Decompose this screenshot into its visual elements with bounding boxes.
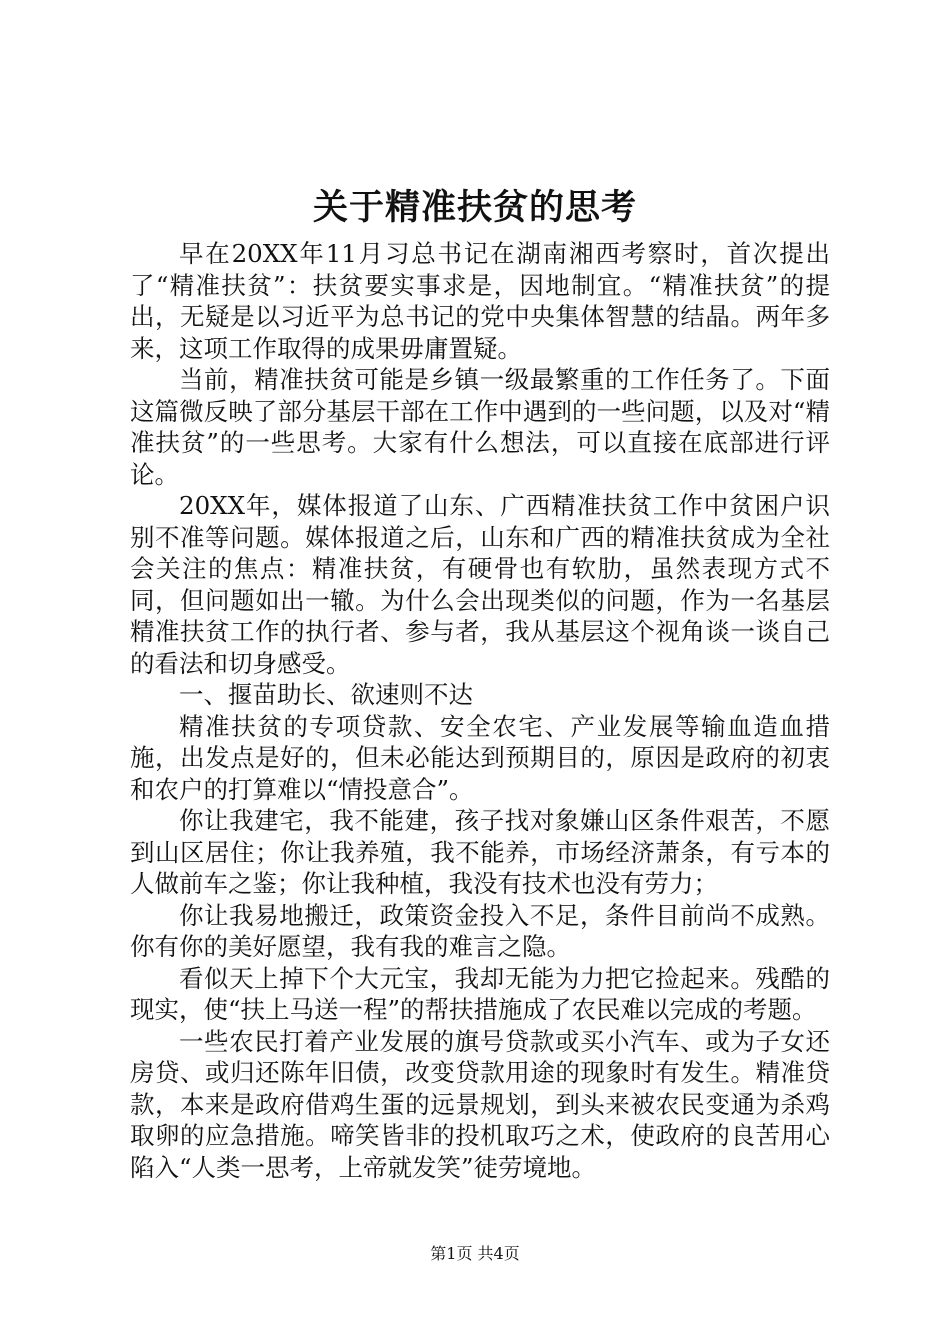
paragraph-3: 20XX年，媒体报道了山东、广西精准扶贫工作中贫困户识别不准等问题。媒体报道之后，山东和广西的精准扶贫成为全社会关注的焦点：精准扶贫，有硬骨也有软肋，虽然表现方式不同，但问题如出一辙。为什么会出现类似的问题，作为一名基层精准扶贫工作的执行者、参与者，我从基层这个视角谈一谈自己的看法和切身感受。 [130,491,830,678]
paragraph-1: 早在20XX年11月习总书记在湖南湘西考察时，首次提出了“精准扶贫”：扶贫要实事求是，因地制宜。“精准扶贫”的提出，无疑是以习近平为总书记的党中央集体智慧的结晶。两年多来，这项工作取得的成果毋庸置疑。 [130,239,830,363]
section-heading-1: 一、揠苗助长、欲速则不达 [179,680,473,709]
document-body [130,238,830,1183]
paragraph-4: 精准扶贫的专项贷款、安全农宅、产业发展等输血造血措施，出发点是好的，但未必能达到预期目的，原因是政府的初衷和农户的打算难以“情投意合”。 [130,711,830,804]
paragraph-2: 当前，精准扶贫可能是乡镇一级最繁重的工作任务了。下面这篇微反映了部分基层干部在工作中遇到的一些问题，以及对“精准扶贫”的一些思考。大家有什么想法，可以直接在底部进行评论。 [130,365,830,489]
paragraph-6: 你让我易地搬迁，政策资金投入不足，条件目前尚不成熟。你有你的美好愿望，我有我的难言之隐。 [130,900,830,961]
document-title: 关于精准扶贫的思考 [312,187,637,228]
paragraph-5: 你让我建宅，我不能建，孩子找对象嫌山区条件艰苦，不愿到山区居住；你让我养殖，我不能养，市场经济萧条，有亏本的人做前车之鉴；你让我种植，我没有技术也没有劳力； [130,806,830,898]
paragraph-7: 看似天上掉下个大元宝，我却无能为力把它捡起来。残酷的现实，使“扶上马送一程”的帮扶措施成了农民难以完成的考题。 [130,963,830,1024]
paragraph-8: 一些农民打着产业发展的旗号贷款或买小汽车、或为子女还房贷、或归还陈年旧债，改变贷款用途的现象时有发生。精准贷款，本来是政府借鸡生蛋的远景规划，到头来被农民变通为杀鸡取卵的应急措施。啼笑皆非的投机取巧之术，使政府的良苦用心陷入“人类一思考，上帝就发笑”徒劳境地。 [130,1026,830,1182]
page-footer: 第1页 共4页 [430,1244,520,1263]
